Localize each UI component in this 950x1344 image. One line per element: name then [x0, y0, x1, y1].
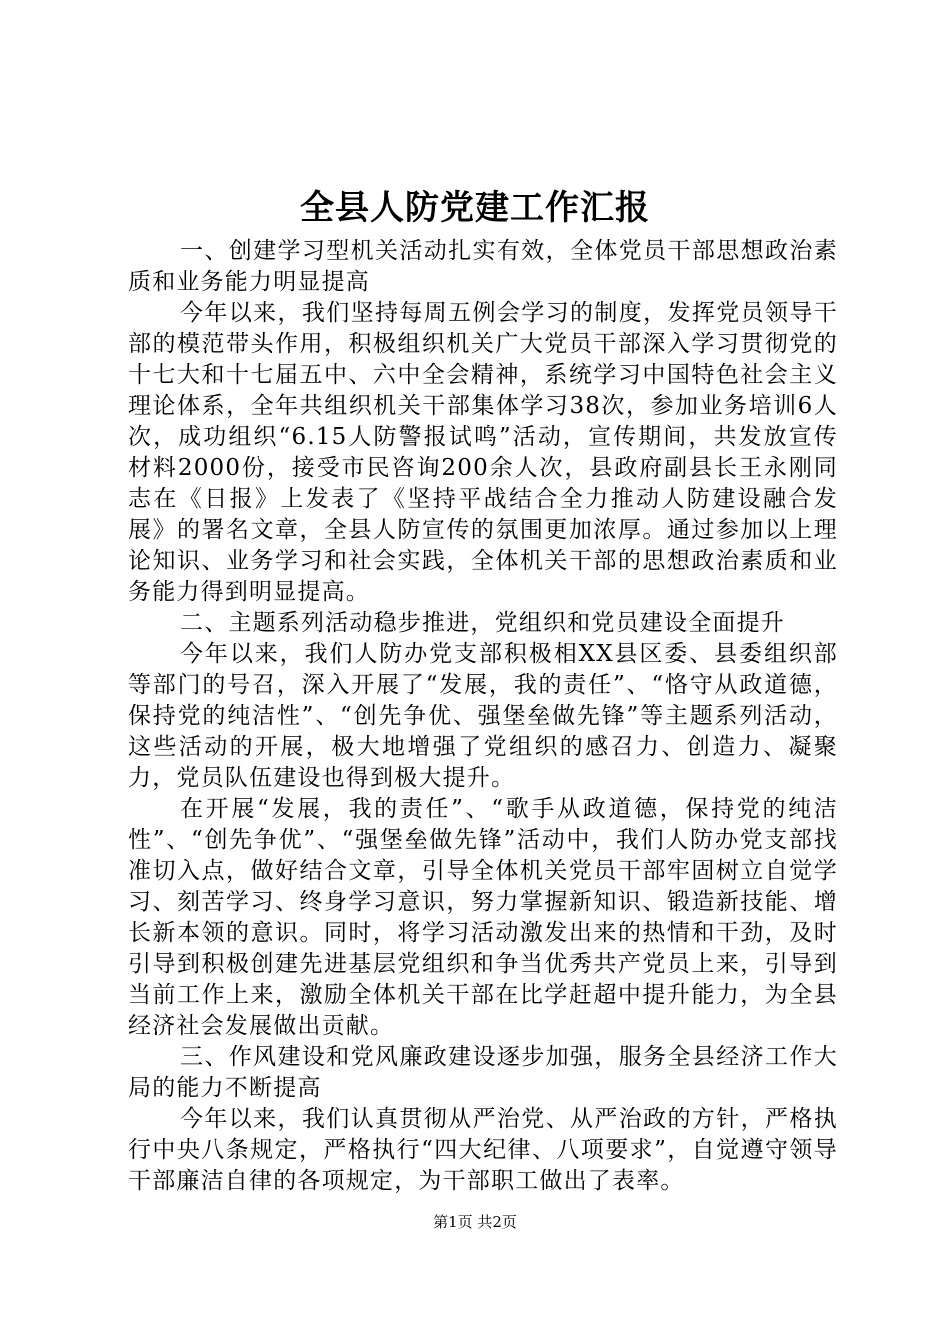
- section-heading-1: 一、创建学习型机关活动扎实有效，全体党员干部思想政治素质和业务能力明显提高: [128, 238, 838, 295]
- body-paragraph-1: 今年以来，我们坚持每周五例会学习的制度，发挥党员领导干部的模范带头作用，积极组织机关广大党员干部深入学习贯彻党的十七大和十七届五中、六中全会精神，系统学习中国特色社会主义理论体系，全年共组织机关干部集体学习38次，参加业务培训6人次，成功组织“6.15人防警报试鸣”活动，宣传期间，共发放宣传材料2000份，接受市民咨询200余人次，县政府副县长王永刚同志在《日报》上发表了《坚持平战结合全力推动人防建设融合发展》的署名文章，全县人防宣传的氛围更加浓厚。通过参加以上理论知识、业务学习和社会实践，全体机关干部的思想政治素质和业务能力得到明显提高。: [128, 300, 838, 605]
- body-paragraph-2: 今年以来，我们人防办党支部积极相XX县区委、县委组织部等部门的号召，深入开展了“发展，我的责任”、“恪守从政道德，保持党的纯洁性”、“创先争优、强堡垒做先锋”等主题系列活动，这些活动的开展，极大地增强了党组织的感召力、创造力、凝聚力，党员队伍建设也得到极大提升。: [128, 641, 838, 791]
- section-heading-2: 二、主题系列活动稳步推进，党组织和党员建设全面提升: [180, 610, 785, 636]
- body-paragraph-3: 在开展“发展，我的责任”、“歌手从政道德，保持党的纯洁性”、“创先争优”、“强堡垒做先锋”活动中，我们人防办党支部找准切入点，做好结合文章，引导全体机关党员干部牢固树立自觉学习、刻苦学习、终身学习意识，努力掌握新知识、锻造新技能、增长新本领的意识。同时，将学习活动激发出来的热情和干劲，及时引导到积极创建先进基层党组织和争当优秀共产党员上来，引导到当前工作上来，激励全体机关干部在比学赶超中提升能力，为全县经济社会发展做出贡献。: [128, 796, 838, 1039]
- page-number-footer: 第1页 共2页: [433, 1213, 517, 1231]
- body-paragraph-4: 今年以来，我们认真贯彻从严治党、从严治政的方针，严格执行中央八条规定，严格执行“四大纪律、八项要求”，自觉遵守领导干部廉洁自律的各项规定，为干部职工做出了表率。: [128, 1106, 838, 1194]
- document-title: 全县人防党建工作汇报: [300, 188, 650, 228]
- section-heading-3: 三、作风建设和党风廉政建设逐步加强，服务全县经济工作大局的能力不断提高: [128, 1044, 838, 1101]
- document-body: [128, 236, 838, 1197]
